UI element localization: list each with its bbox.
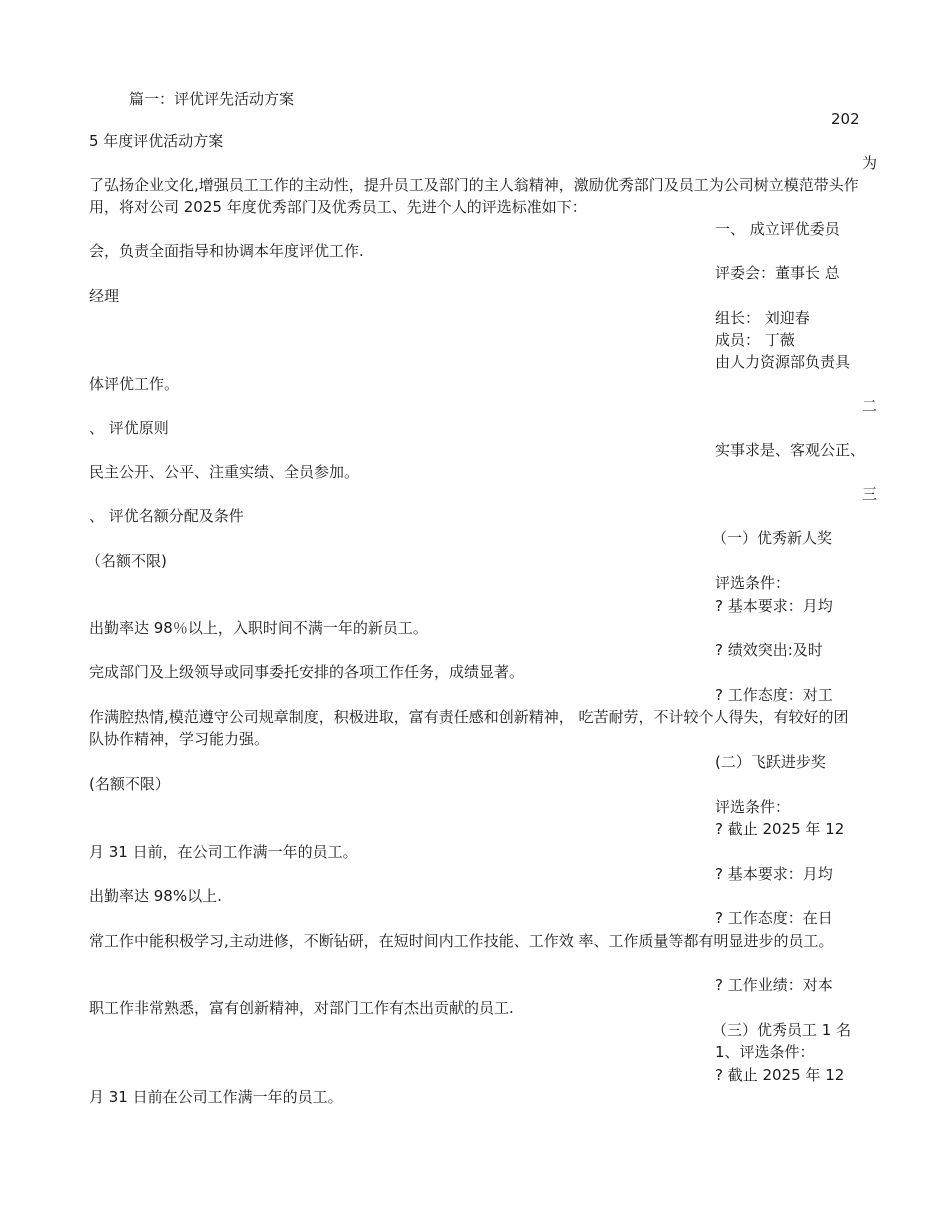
section-heading-1: 一、 成立评优委员 [715,220,840,238]
subsection-heading: （三）优秀员工 1 名 [712,1021,852,1039]
text-line: 评委会：董事长 总 [715,264,840,282]
text-line: 职工作非常熟悉，富有创新精神，对部门工作有杰出贡献的员工. [89,999,514,1017]
document-title: 篇一：评优评先活动方案 [129,90,295,108]
paragraph: 常工作中能积极学习,主动进修，不断钻研，在短时间内工作技能、工作效 率、工作质量等都有明显进步的员工。 [89,932,834,950]
text-line: ? 截止 2025 年 12 [715,1066,845,1084]
text-line: 经理 [89,287,120,305]
text-line: 实事求是、客观公正、 [715,441,866,459]
section-heading-3: 、 评优名额分配及条件 [89,507,244,525]
text-line: 出勤率达 98%以上. [89,887,222,905]
paragraph: 了弘扬企业文化,增强员工工作的主动性，提升员工及部门的主人翁精神，激励优秀部门及员工为公司树立模范带头作用，将对公司 2025 年度优秀部门及优秀员工、先进个人的评选标准如下： [89,176,859,216]
text-line: 为 [862,154,878,172]
paragraph: 作满腔热情,模范遵守公司规章制度，积极进取，富有责任感和创新精神， 吃苦耐劳，不计较个人得失，有较好的团队协作精神，学习能力强。 [89,708,849,748]
text-line: （名额不限) [86,552,167,570]
text-line: 成员： 丁薇 [715,331,795,349]
text-line: 1、评选条件： [715,1043,815,1061]
text-line: 出勤率达 98％以上，入职时间不满一年的新员工。 [89,619,428,637]
subsection-heading: (二）飞跃进步奖 [715,753,826,771]
text-line: ? 绩效突出:及时 [715,641,823,659]
subsection-heading: （一）优秀新人奖 [712,529,833,547]
text-line: 月 31 日前在公司工作满一年的员工。 [89,1088,343,1106]
text-line: 由人力资源部负责具 [715,353,851,371]
text-line: ? 基本要求：月均 [715,865,833,883]
text-line: ? 工作业绩：对本 [715,976,833,994]
text-line: 评选条件： [715,798,791,816]
section-heading-2: 、 评优原则 [89,419,169,437]
text-line: 评选条件： [715,574,791,592]
text-line: 二 [862,397,878,415]
text-line: 三 [862,485,878,503]
text-line: 202 [831,110,860,128]
text-line: 组长： 刘迎春 [715,309,810,327]
text-line: (名额不限） [89,775,170,793]
text-line: 月 31 日前，在公司工作满一年的员工。 [89,843,358,861]
text-line: 会，负责全面指导和协调本年度评优工作. [89,242,364,260]
text-line: ? 截止 2025 年 12 [715,820,845,838]
text-line: 民主公开、公平、注重实绩、全员参加。 [89,463,360,481]
text-line: 完成部门及上级领导或同事委托安排的各项工作任务，成绩显著。 [89,663,525,681]
text-line: ? 工作态度：在日 [715,909,833,927]
text-line: 5 年度评优活动方案 [89,132,224,150]
text-line: 体评优工作。 [89,375,180,393]
text-line: ? 工作态度：对工 [715,686,833,704]
text-line: ? 基本要求：月均 [715,597,833,615]
